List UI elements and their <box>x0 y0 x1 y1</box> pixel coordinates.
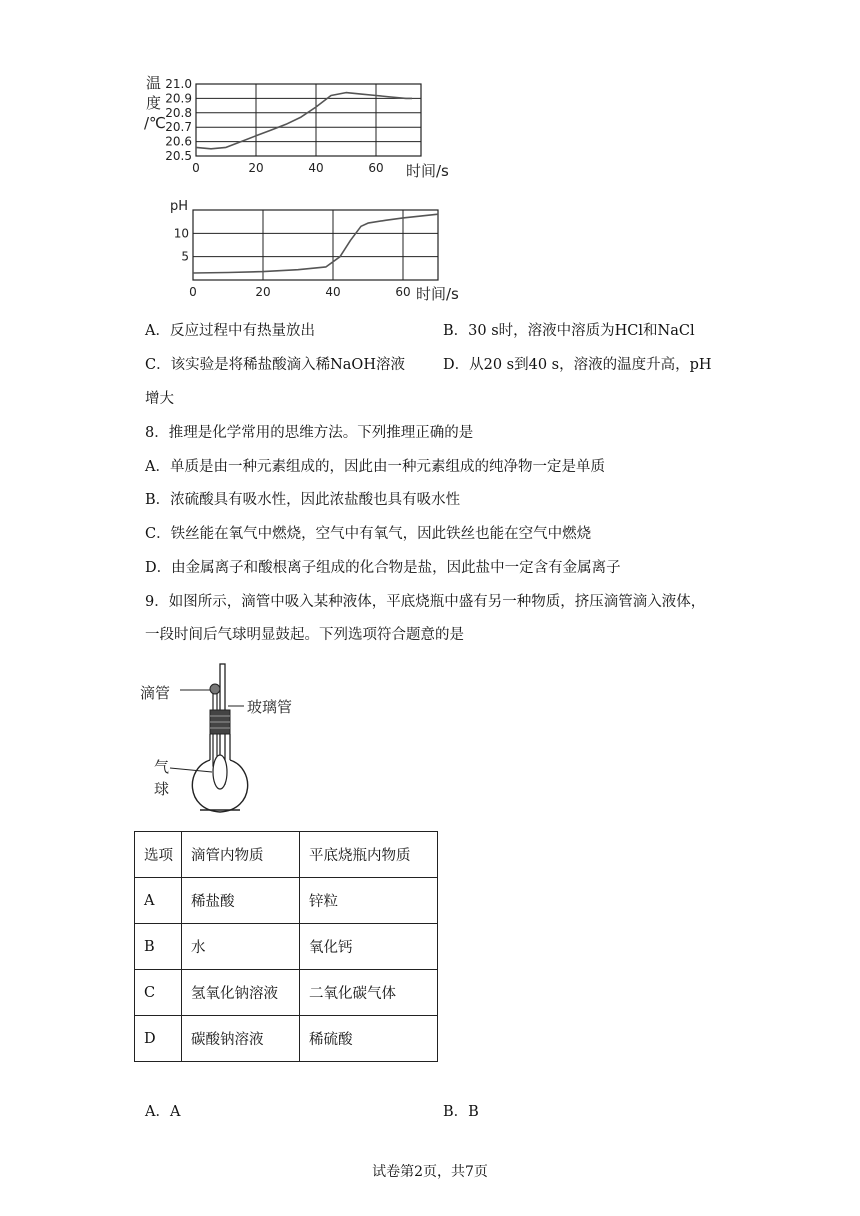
table-row <box>135 1016 438 1062</box>
ph-grid <box>193 210 438 280</box>
ph-y-ticks <box>174 226 189 263</box>
x-tick-label: 20 <box>255 285 271 299</box>
table-cell: 氧化钙 <box>300 924 438 970</box>
dropper-bulb <box>210 684 220 694</box>
series-line <box>196 93 412 149</box>
x-tick-label: 0 <box>189 285 197 299</box>
x-tick-label: 60 <box>368 161 384 175</box>
table-header-cell: 滴管内物质 <box>182 832 300 878</box>
table-cell: 碳酸钠溶液 <box>182 1016 300 1062</box>
table-cell: B <box>135 924 182 970</box>
table-header-cell: 选项 <box>135 832 182 878</box>
q9-stem-line-1: 9．如图所示，滴管中吸入某种液体，平底烧瓶中盛有另一种物质，挤压滴管滴入液体， <box>145 594 706 610</box>
table-header-row <box>135 832 438 878</box>
q8-option-a: A．单质是由一种元素组成的，因此由一种元素组成的纯净物一定是单质 <box>145 459 605 475</box>
q8-stem: 8．推理是化学常用的思维方法。下列推理正确的是 <box>145 425 474 441</box>
x-tick-label: 40 <box>325 285 341 299</box>
table-row <box>135 924 438 970</box>
page-footer: 试卷第2页，共7页 <box>372 1164 488 1180</box>
q7-option-a: A．反应过程中有热量放出 <box>145 323 315 339</box>
dropper-label: 滴管 <box>140 684 171 702</box>
q7-option-c: C．该实验是将稀盐酸滴入稀NaOH溶液 <box>145 357 405 373</box>
apparatus-figure <box>140 660 310 820</box>
y-tick-label: 20.9 <box>165 91 192 106</box>
q9-option-b: B．B <box>443 1104 479 1120</box>
table-cell: 氢氧化钠溶液 <box>182 970 300 1016</box>
plot-frame <box>193 210 438 280</box>
x-tick-label: 40 <box>308 161 324 175</box>
table-cell: 水 <box>182 924 300 970</box>
balloon-label-2: 球 <box>154 780 170 798</box>
q8-option-b: B．浓硫酸具有吸水性，因此浓盐酸也具有吸水性 <box>145 492 461 508</box>
table-cell: 稀硫酸 <box>300 1016 438 1062</box>
table-row <box>135 970 438 1016</box>
balloon-label-1: 气 <box>154 758 170 776</box>
q8-option-c: C．铁丝能在氧气中燃烧，空气中有氧气，因此铁丝也能在空气中燃烧 <box>145 526 592 542</box>
table-header-cell: 平底烧瓶内物质 <box>300 832 438 878</box>
q9-options-table <box>134 831 438 1062</box>
table-cell: A <box>135 878 182 924</box>
ph-ylabel: pH <box>170 199 189 214</box>
temperature-ylabel-1: 温 <box>146 74 162 92</box>
ph-xlabel: 时间/s <box>416 285 459 303</box>
table-row <box>135 878 438 924</box>
y-tick-label: 20.5 <box>165 149 192 163</box>
temperature-x-ticks <box>192 161 383 175</box>
glass-tube-label: 玻璃管 <box>247 698 293 716</box>
y-tick-label: 20.7 <box>165 120 192 135</box>
x-tick-label: 20 <box>248 161 264 175</box>
x-tick-label: 60 <box>395 285 411 299</box>
ph-chart <box>168 196 468 306</box>
q7-option-d-continued: 增大 <box>145 391 174 407</box>
x-tick-label: 0 <box>192 161 200 175</box>
temperature-y-ticks <box>165 77 192 163</box>
q9-option-a: A．A <box>145 1104 181 1120</box>
table-cell: D <box>135 1016 182 1062</box>
y-tick-label: 10 <box>173 226 189 241</box>
series-line <box>193 214 438 273</box>
temperature-chart <box>138 68 468 188</box>
temperature-ylabel-2: 度 <box>146 94 162 112</box>
y-tick-label: 21.0 <box>165 77 192 91</box>
balloon <box>213 755 227 789</box>
ph-series <box>193 214 438 273</box>
table-cell: 锌粒 <box>300 878 438 924</box>
table-cell: C <box>135 970 182 1016</box>
table-cell: 稀盐酸 <box>182 878 300 924</box>
temperature-xlabel: 时间/s <box>406 162 449 180</box>
q7-option-b: B．30 s时，溶液中溶质为HCl和NaCl <box>443 323 695 339</box>
q9-stem-line-2: 一段时间后气球明显鼓起。下列选项符合题意的是 <box>145 627 464 643</box>
q7-option-d: D．从20 s到40 s，溶液的温度升高，pH <box>443 357 712 373</box>
table-cell: 二氧化碳气体 <box>300 970 438 1016</box>
q8-option-d: D．由金属离子和酸根离子组成的化合物是盐，因此盐中一定含有金属离子 <box>145 560 621 576</box>
y-tick-label: 20.8 <box>165 105 192 120</box>
temperature-series <box>196 93 412 149</box>
ph-x-ticks <box>189 285 410 299</box>
y-tick-label: 20.6 <box>165 134 192 149</box>
temperature-ylabel-3: /℃ <box>144 114 166 132</box>
y-tick-label: 5 <box>181 249 189 264</box>
